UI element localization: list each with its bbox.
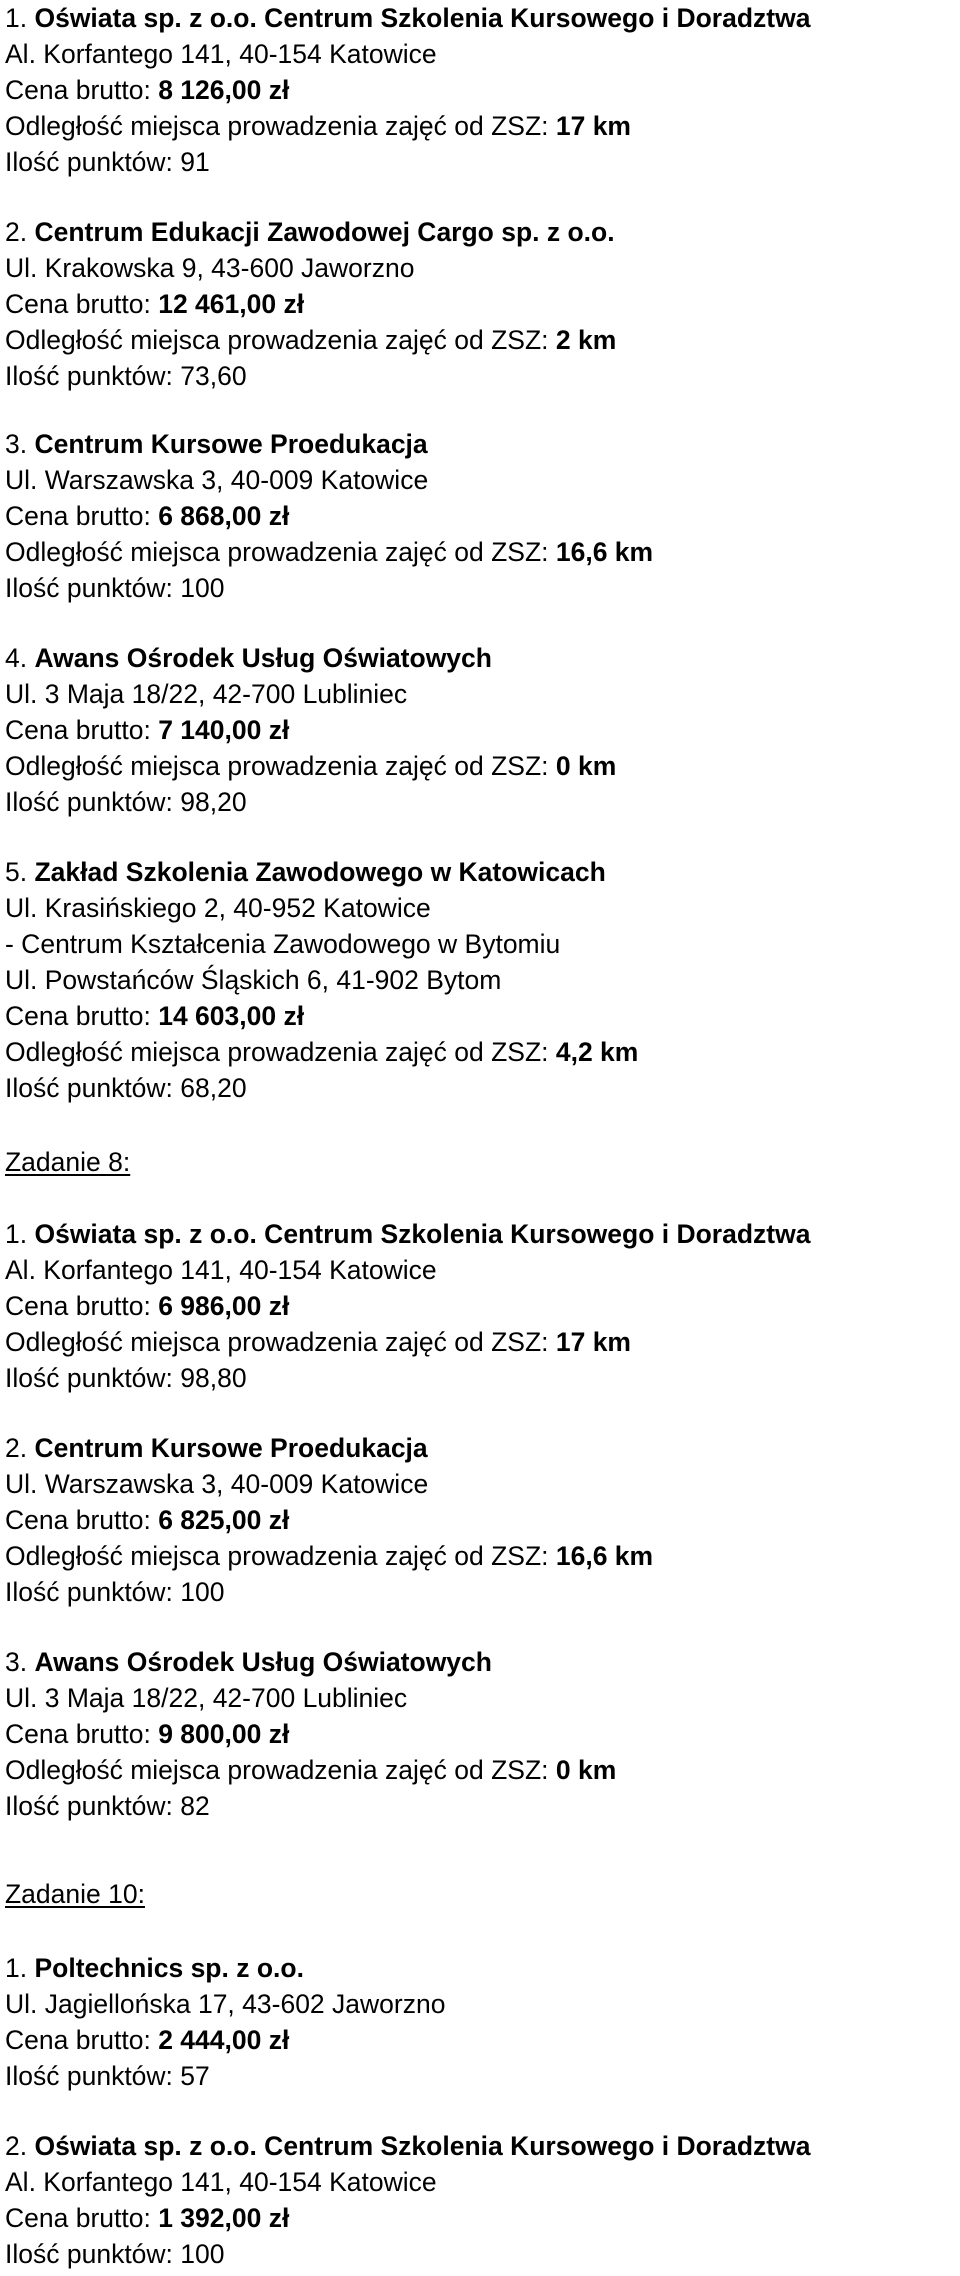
offer-address: Ul. Krasińskiego 2, 40-952 Katowice [5, 893, 431, 923]
offer-price: 6 868,00 zł [158, 501, 290, 531]
offer-distance-line: Odległość miejsca prowadzenia zajęć od ZSZ: 16,6 km [5, 537, 654, 567]
offer-name: Centrum Kursowe Proedukacja [34, 1433, 428, 1463]
offer-name: Zakład Szkolenia Zawodowego w Katowicach [34, 857, 606, 887]
offer-address: Al. Korfantego 141, 40-154 Katowice [5, 39, 437, 69]
offer-branch: - Centrum Kształcenia Zawodowego w Bytomiu [5, 929, 561, 959]
offer-name: Oświata sp. z o.o. Centrum Szkolenia Kursowego i Doradztwa [34, 1219, 811, 1249]
offer-price: 2 444,00 zł [158, 2025, 290, 2055]
offer-address: Al. Korfantego 141, 40-154 Katowice [5, 2167, 437, 2197]
offer-distance: 4,2 km [555, 1037, 639, 1067]
offer-distance: 2 km [555, 325, 617, 355]
offer-price: 8 126,00 zł [158, 75, 290, 105]
section-heading-zadanie-8: Zadanie 8: [5, 1147, 131, 1177]
offer-name: Oświata sp. z o.o. Centrum Szkolenia Kursowego i Doradztwa [34, 3, 811, 33]
offer-distance: 17 km [555, 111, 631, 141]
offer-name: Oświata sp. z o.o. Centrum Szkolenia Kursowego i Doradztwa [34, 2131, 811, 2161]
offer-entry [5, 0, 810, 180]
offer-address: Ul. 3 Maja 18/22, 42-700 Lubliniec [5, 679, 408, 709]
offer-name-line: 5. Zakład Szkolenia Zawodowego w Katowicach [5, 857, 606, 887]
offer-name: Poltechnics sp. z o.o. [34, 1953, 304, 1983]
offer-points: Ilość punktów: 100 [5, 573, 225, 603]
offer-price-line: Cena brutto: 12 461,00 zł [5, 289, 305, 319]
offer-entry [5, 1950, 445, 2094]
offer-address: Ul. Warszawska 3, 40-009 Katowice [5, 1469, 429, 1499]
offer-distance-line: Odległość miejsca prowadzenia zajęć od ZSZ: 2 km [5, 325, 617, 355]
section-heading-zadanie-10: Zadanie 10: [5, 1879, 145, 1909]
offer-entry [5, 1216, 810, 1396]
offer-price-line: Cena brutto: 1 392,00 zł [5, 2203, 290, 2233]
offer-name-line: 3. Centrum Kursowe Proedukacja [5, 429, 428, 459]
offer-price-line: Cena brutto: 14 603,00 zł [5, 1001, 305, 1031]
offer-entry [5, 854, 638, 1106]
offer-distance-line: Odległość miejsca prowadzenia zajęć od ZSZ: 17 km [5, 111, 631, 141]
offer-name: Centrum Kursowe Proedukacja [34, 429, 428, 459]
offer-entry [5, 214, 616, 394]
offer-entry [5, 1430, 653, 1610]
offer-distance: 17 km [555, 1327, 631, 1357]
offer-name-line: 4. Awans Ośrodek Usług Oświatowych [5, 643, 492, 673]
offer-name-line: 3. Awans Ośrodek Usług Oświatowych [5, 1647, 492, 1677]
offer-price-line: Cena brutto: 2 444,00 zł [5, 2025, 290, 2055]
offer-address: Ul. Warszawska 3, 40-009 Katowice [5, 465, 429, 495]
offer-price: 14 603,00 zł [158, 1001, 305, 1031]
offer-price-line: Cena brutto: 6 868,00 zł [5, 501, 290, 531]
offer-entry [5, 1644, 616, 1824]
offer-price: 7 140,00 zł [158, 715, 290, 745]
offer-address: Ul. 3 Maja 18/22, 42-700 Lubliniec [5, 1683, 408, 1713]
offer-distance-line: Odległość miejsca prowadzenia zajęć od ZSZ: 16,6 km [5, 1541, 654, 1571]
offer-points: Ilość punktów: 82 [5, 1791, 210, 1821]
offer-name-line: 2. Oświata sp. z o.o. Centrum Szkolenia Kursowego i Doradztwa [5, 2131, 811, 2161]
offer-price-line: Cena brutto: 9 800,00 zł [5, 1719, 290, 1749]
offer-name-line: 2. Centrum Edukacji Zawodowej Cargo sp. z o.o. [5, 217, 615, 247]
offer-price: 6 825,00 zł [158, 1505, 290, 1535]
offer-name-line: 1. Oświata sp. z o.o. Centrum Szkolenia Kursowego i Doradztwa [5, 3, 811, 33]
offer-entry [5, 640, 616, 820]
offer-price: 12 461,00 zł [158, 289, 305, 319]
offer-address: Ul. Krakowska 9, 43-600 Jaworzno [5, 253, 415, 283]
offer-price-line: Cena brutto: 6 986,00 zł [5, 1291, 290, 1321]
offer-distance: 16,6 km [555, 537, 654, 567]
offer-address: Al. Korfantego 141, 40-154 Katowice [5, 1255, 437, 1285]
offer-price: 9 800,00 zł [158, 1719, 290, 1749]
offer-distance-line: Odległość miejsca prowadzenia zajęć od ZSZ: 4,2 km [5, 1037, 639, 1067]
offer-points: Ilość punktów: 57 [5, 2061, 210, 2091]
offer-price-line: Cena brutto: 7 140,00 zł [5, 715, 290, 745]
offer-distance: 0 km [555, 1755, 617, 1785]
offer-points: Ilość punktów: 68,20 [5, 1073, 247, 1103]
offer-distance-line: Odległość miejsca prowadzenia zajęć od ZSZ: 17 km [5, 1327, 631, 1357]
offer-entry [5, 426, 653, 606]
offer-distance-line: Odległość miejsca prowadzenia zajęć od ZSZ: 0 km [5, 1755, 617, 1785]
offer-name-line: 2. Centrum Kursowe Proedukacja [5, 1433, 428, 1463]
offer-points: Ilość punktów: 91 [5, 147, 210, 177]
offer-branch-address: Ul. Powstańców Śląskich 6, 41-902 Bytom [5, 965, 502, 995]
offer-price-line: Cena brutto: 8 126,00 zł [5, 75, 290, 105]
offer-name: Awans Ośrodek Usług Oświatowych [34, 643, 492, 673]
offer-distance-line: Odległość miejsca prowadzenia zajęć od ZSZ: 0 km [5, 751, 617, 781]
offer-name: Awans Ośrodek Usług Oświatowych [34, 1647, 492, 1677]
offer-name-line: 1. Oświata sp. z o.o. Centrum Szkolenia Kursowego i Doradztwa [5, 1219, 811, 1249]
offer-price: 1 392,00 zł [158, 2203, 290, 2233]
offer-distance: 16,6 km [555, 1541, 654, 1571]
offer-address: Ul. Jagiellońska 17, 43-602 Jaworzno [5, 1989, 446, 2019]
offer-name-line: 1. Poltechnics sp. z o.o. [5, 1953, 304, 1983]
offer-price-line: Cena brutto: 6 825,00 zł [5, 1505, 290, 1535]
offer-points: Ilość punktów: 98,80 [5, 1363, 247, 1393]
offer-price: 6 986,00 zł [158, 1291, 290, 1321]
offer-name: Centrum Edukacji Zawodowej Cargo sp. z o.o. [34, 217, 615, 247]
offer-points: Ilość punktów: 73,60 [5, 361, 247, 391]
offer-points: Ilość punktów: 100 [5, 2239, 225, 2269]
offer-entry [5, 2128, 810, 2272]
offer-points: Ilość punktów: 98,20 [5, 787, 247, 817]
offer-points: Ilość punktów: 100 [5, 1577, 225, 1607]
offer-distance: 0 km [555, 751, 617, 781]
